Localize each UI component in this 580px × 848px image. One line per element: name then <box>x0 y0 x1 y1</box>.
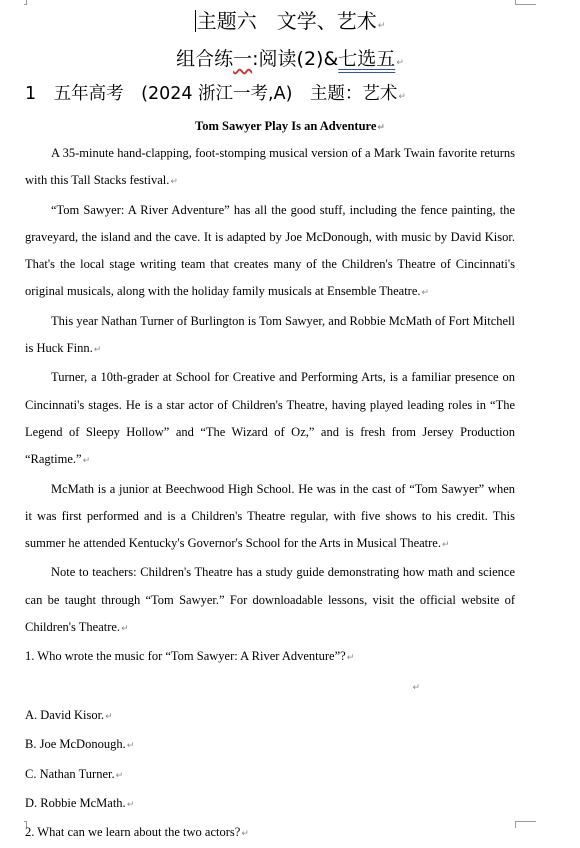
paragraph-mark-icon: ↵ <box>126 741 135 752</box>
article-title-text[interactable]: Tom Sawyer Play Is an Adventure <box>195 119 377 133</box>
paragraph-text[interactable]: “Tom Sawyer: A River Adventure” has all the good stuff, including the fence painting, the graveyard, the island and the cave. It is adapted by Joe McDonough, with music by David Kisor. That's the local stage writing team that creates many of the Children's Theatre of Cincinnati's original musicals, along with the holiday family musicals at Ensemble Theatre. <box>25 202 515 299</box>
article-paragraph[interactable] <box>25 559 515 643</box>
paragraph-mark-icon: ↵ <box>241 829 249 840</box>
paragraph-mark-icon: ↵ <box>412 682 420 693</box>
paragraph-mark-icon: ↵ <box>126 799 135 810</box>
question-1[interactable] <box>25 643 515 672</box>
paragraph-mark-icon: ↵ <box>82 456 91 467</box>
answer-option[interactable] <box>25 761 515 790</box>
document-body[interactable] <box>25 140 515 848</box>
answer-option[interactable] <box>25 702 515 731</box>
answer-option[interactable] <box>25 790 515 819</box>
article-paragraph[interactable] <box>25 140 515 197</box>
paragraph-mark-icon: ↵ <box>377 21 386 31</box>
paragraph-mark-icon: ↵ <box>441 540 450 551</box>
page-corner-mark <box>515 821 536 828</box>
paragraph-text[interactable]: Note to teachers: Children's Theatre has a study guide demonstrating how math and science can be taught through “Tom Sawyer.” For downloadable lessons, visit the official website of Children's Theatre. <box>25 565 515 635</box>
option-text[interactable]: B. Joe McDonough. <box>25 737 126 752</box>
paragraph-mark-icon: ↵ <box>105 711 113 722</box>
practice-heading-prefix[interactable]: 组合练 <box>176 48 234 70</box>
page-corner-mark <box>24 0 27 5</box>
question-2[interactable] <box>25 819 515 848</box>
article-paragraph[interactable] <box>25 476 515 560</box>
paragraph-mark-icon: ↵ <box>421 288 430 299</box>
question-text[interactable]: 2. What can we learn about the two actors? <box>25 825 241 840</box>
option-text[interactable]: C. Nathan Turner. <box>25 766 115 781</box>
practice-heading-middle[interactable]: :阅读(2)& <box>252 48 339 70</box>
paragraph-text[interactable]: McMath is a junior at Beechwood High School. He was in the cast of “Tom Sawyer” when it was first performed and is a Children's Theatre regular, with five shows to his credit. This summer he attended Kentucky's Governor's School for the Arts in Musical Theatre. <box>25 481 515 551</box>
grammar-underlined-text[interactable]: 七选五 <box>338 48 396 70</box>
source-heading-text[interactable]: 1 五年高考 (2024 浙江一考,A) 主题：艺术 <box>25 84 398 104</box>
paragraph-text[interactable]: Turner, a 10th-grader at School for Creative and Performing Arts, is a familiar presence on Cincinnati's stages. He is a star actor of Children's Theatre, having played leading roles in “The Legend of Sleepy Hollow” and “The Wizard of Oz,” and is fresh from Jersey Production “Ragtime.” <box>25 370 515 467</box>
text-cursor <box>195 10 196 32</box>
option-text[interactable]: D. Robbie McMath. <box>25 795 126 810</box>
topic-heading-text[interactable]: 主题六 文学、艺术 <box>196 9 377 33</box>
paragraph-mark-icon: ↵ <box>170 177 178 188</box>
topic-heading[interactable] <box>0 7 580 40</box>
page-corner-mark <box>515 0 536 5</box>
question-text[interactable]: 1. Who wrote the music for “Tom Sawyer: A River Adventure”? <box>25 649 346 664</box>
paragraph-mark-icon: ↵ <box>93 345 102 356</box>
paragraph-mark-icon: ↵ <box>377 123 385 133</box>
article-paragraph[interactable] <box>25 308 515 365</box>
article-paragraph[interactable] <box>25 364 515 475</box>
paragraph-mark-icon: ↵ <box>398 92 406 102</box>
paragraph-mark-icon: ↵ <box>121 624 129 635</box>
source-heading[interactable] <box>25 81 406 110</box>
paragraph-mark-icon: ↵ <box>346 653 355 664</box>
spellcheck-underlined-text[interactable]: 一 <box>233 48 253 70</box>
paragraph-text[interactable]: This year Nathan Turner of Burlington is Tom Sawyer, and Robbie McMath of Fort Mitchell is Huck Finn. <box>25 313 515 356</box>
article-title[interactable] <box>0 117 580 137</box>
empty-paragraph[interactable] <box>25 673 515 702</box>
paragraph-mark-icon: ↵ <box>396 58 404 68</box>
practice-heading[interactable] <box>0 45 580 77</box>
paragraph-text[interactable]: A 35-minute hand-clapping, foot-stomping musical version of a Mark Twain favorite returns with this Tall Stacks festival. <box>25 146 515 188</box>
answer-option[interactable] <box>25 731 515 760</box>
paragraph-mark-icon: ↵ <box>115 770 124 781</box>
article-paragraph[interactable] <box>25 197 515 308</box>
option-text[interactable]: A. David Kisor. <box>25 707 105 722</box>
